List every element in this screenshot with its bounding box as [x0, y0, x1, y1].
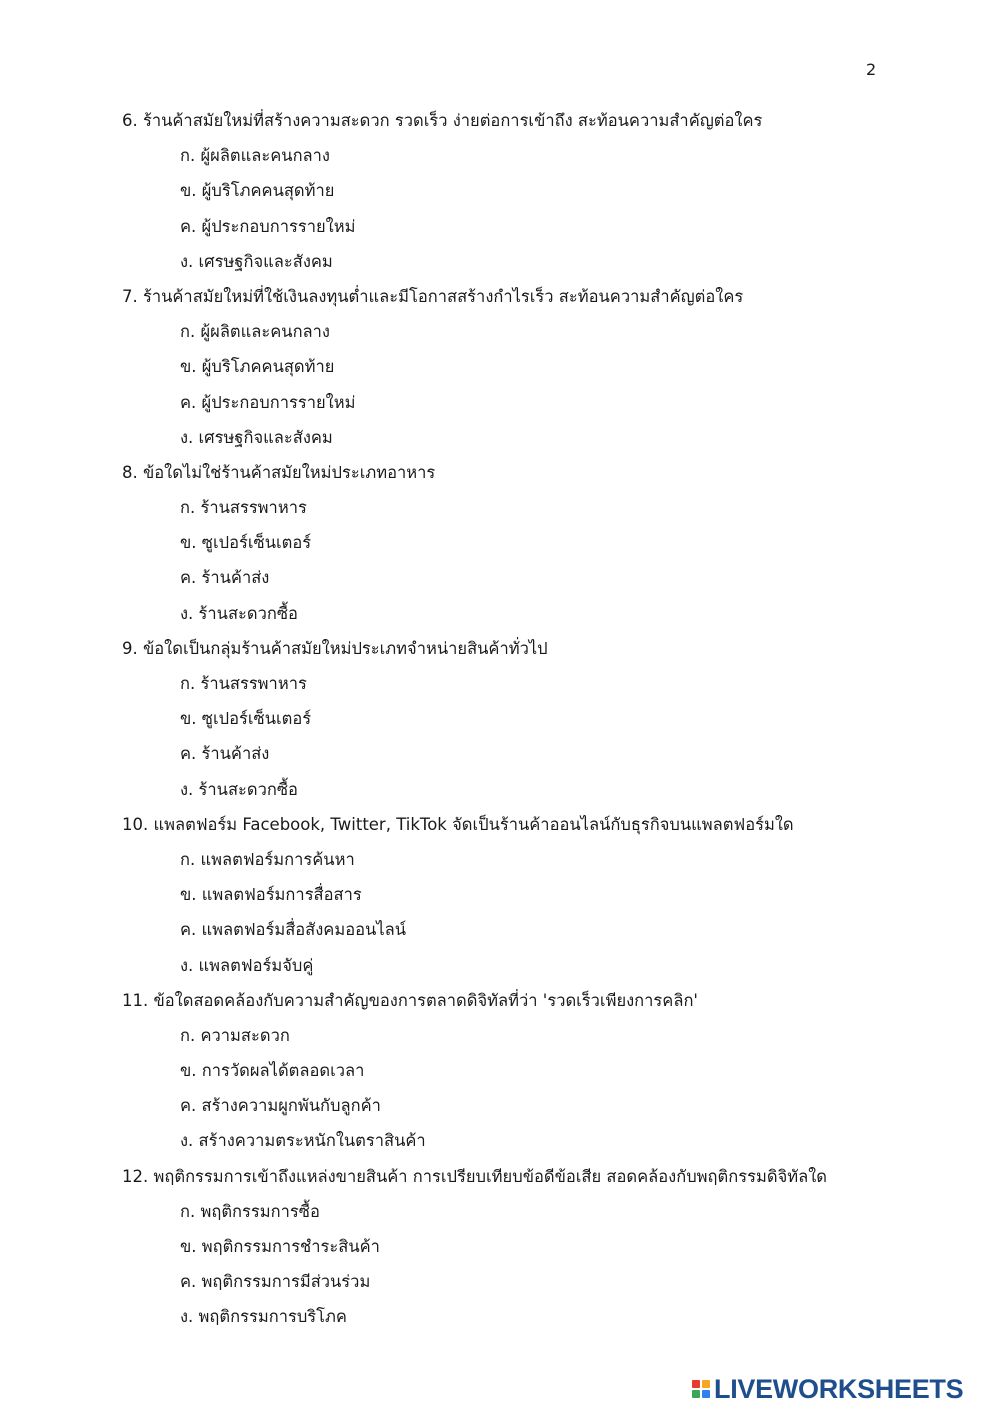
option-c[interactable]: ค. สร้างความผูกพันกับลูกค้า [180, 1096, 381, 1116]
option-b[interactable]: ข. แพลตฟอร์มการสื่อสาร [180, 885, 362, 905]
option-c[interactable]: ค. แพลตฟอร์มสื่อสังคมออนไลน์ [180, 920, 407, 940]
question-text: 11. ข้อใดสอดคล้องกับความสำคัญของการตลาดดิจิทัลที่ว่า 'รวดเร็วเพียงการคลิก' [122, 990, 698, 1010]
option-d[interactable]: ง. ร้านสะดวกซื้อ [180, 779, 298, 799]
question-9 [122, 631, 982, 807]
question-7 [122, 279, 982, 455]
page-number: 2 [866, 60, 877, 79]
option-d[interactable]: ง. เศรษฐกิจและสังคม [180, 427, 333, 447]
liveworksheets-logo-icon [692, 1380, 710, 1398]
option-a[interactable]: ก. ผู้ผลิตและคนกลาง [180, 322, 330, 342]
liveworksheets-brand[interactable] [692, 1372, 963, 1406]
option-b[interactable]: ข. ผู้บริโภคคนสุดท้าย [180, 181, 335, 201]
option-b[interactable]: ข. การวัดผลได้ตลอดเวลา [180, 1061, 365, 1081]
option-a[interactable]: ก. ผู้ผลิตและคนกลาง [180, 146, 330, 166]
option-c[interactable]: ค. ผู้ประกอบการรายใหม่ [180, 216, 356, 236]
option-c[interactable]: ค. ร้านค้าส่ง [180, 568, 270, 588]
question-10 [122, 807, 982, 983]
option-b[interactable]: ข. พฤติกรรมการชำระสินค้า [180, 1237, 380, 1256]
question-text: 9. ข้อใดเป็นกลุ่มร้านค้าสมัยใหม่ประเภทจำหน่ายสินค้าทั่วไป [122, 638, 548, 658]
option-a[interactable]: ก. ร้านสรรพาหาร [180, 674, 307, 693]
question-8 [122, 455, 982, 631]
question-text: 12. พฤติกรรมการเข้าถึงแหล่งขายสินค้า การเปรียบเทียบข้อดีข้อเสีย สอดคล้องกับพฤติกรรมดิจิทัลใด [122, 1166, 827, 1186]
option-a[interactable]: ก. ความสะดวก [180, 1025, 290, 1045]
option-d[interactable]: ง. แพลตฟอร์มจับคู่ [180, 955, 314, 975]
question-text: 7. ร้านค้าสมัยใหม่ที่ใช้เงินลงทุนต่ำและมีโอกาสสร้างกำไรเร็ว สะท้อนความสำคัญต่อใคร [122, 286, 744, 306]
question-text: 6. ร้านค้าสมัยใหม่ที่สร้างความสะดวก รวดเร็ว ง่ายต่อการเข้าถึง สะท้อนความสำคัญต่อใคร [122, 111, 763, 130]
option-d[interactable]: ง. เศรษฐกิจและสังคม [180, 251, 333, 271]
option-c[interactable]: ค. พฤติกรรมการมีส่วนร่วม [180, 1272, 371, 1292]
question-11 [122, 983, 982, 1159]
option-a[interactable]: ก. แพลตฟอร์มการค้นหา [180, 849, 355, 869]
question-text: 8. ข้อใดไม่ใช่ร้านค้าสมัยใหม่ประเภทอาหาร [122, 462, 436, 482]
option-a[interactable]: ก. ร้านสรรพาหาร [180, 498, 307, 518]
option-c[interactable]: ค. ผู้ประกอบการรายใหม่ [180, 392, 356, 412]
option-c[interactable]: ค. ร้านค้าส่ง [180, 744, 270, 764]
question-6 [122, 103, 982, 279]
option-b[interactable]: ข. ซูเปอร์เซ็นเตอร์ [180, 533, 312, 553]
option-d[interactable]: ง. สร้างความตระหนักในตราสินค้า [180, 1131, 426, 1151]
option-b[interactable]: ข. ซูเปอร์เซ็นเตอร์ [180, 709, 312, 729]
option-b[interactable]: ข. ผู้บริโภคคนสุดท้าย [180, 357, 335, 377]
question-text: 10. แพลตฟอร์ม Facebook, Twitter, TikTok จัดเป็นร้านค้าออนไลน์กับธุรกิจบนแพลตฟอร์มใด [122, 814, 794, 834]
option-d[interactable]: ง. ร้านสะดวกซื้อ [180, 603, 298, 623]
question-12 [122, 1159, 982, 1335]
question-list [122, 103, 982, 1335]
option-a[interactable]: ก. พฤติกรรมการซื้อ [180, 1201, 320, 1221]
brand-text: LIVEWORKSHEETS [714, 1373, 964, 1404]
option-d[interactable]: ง. พฤติกรรมการบริโภค [180, 1307, 347, 1327]
